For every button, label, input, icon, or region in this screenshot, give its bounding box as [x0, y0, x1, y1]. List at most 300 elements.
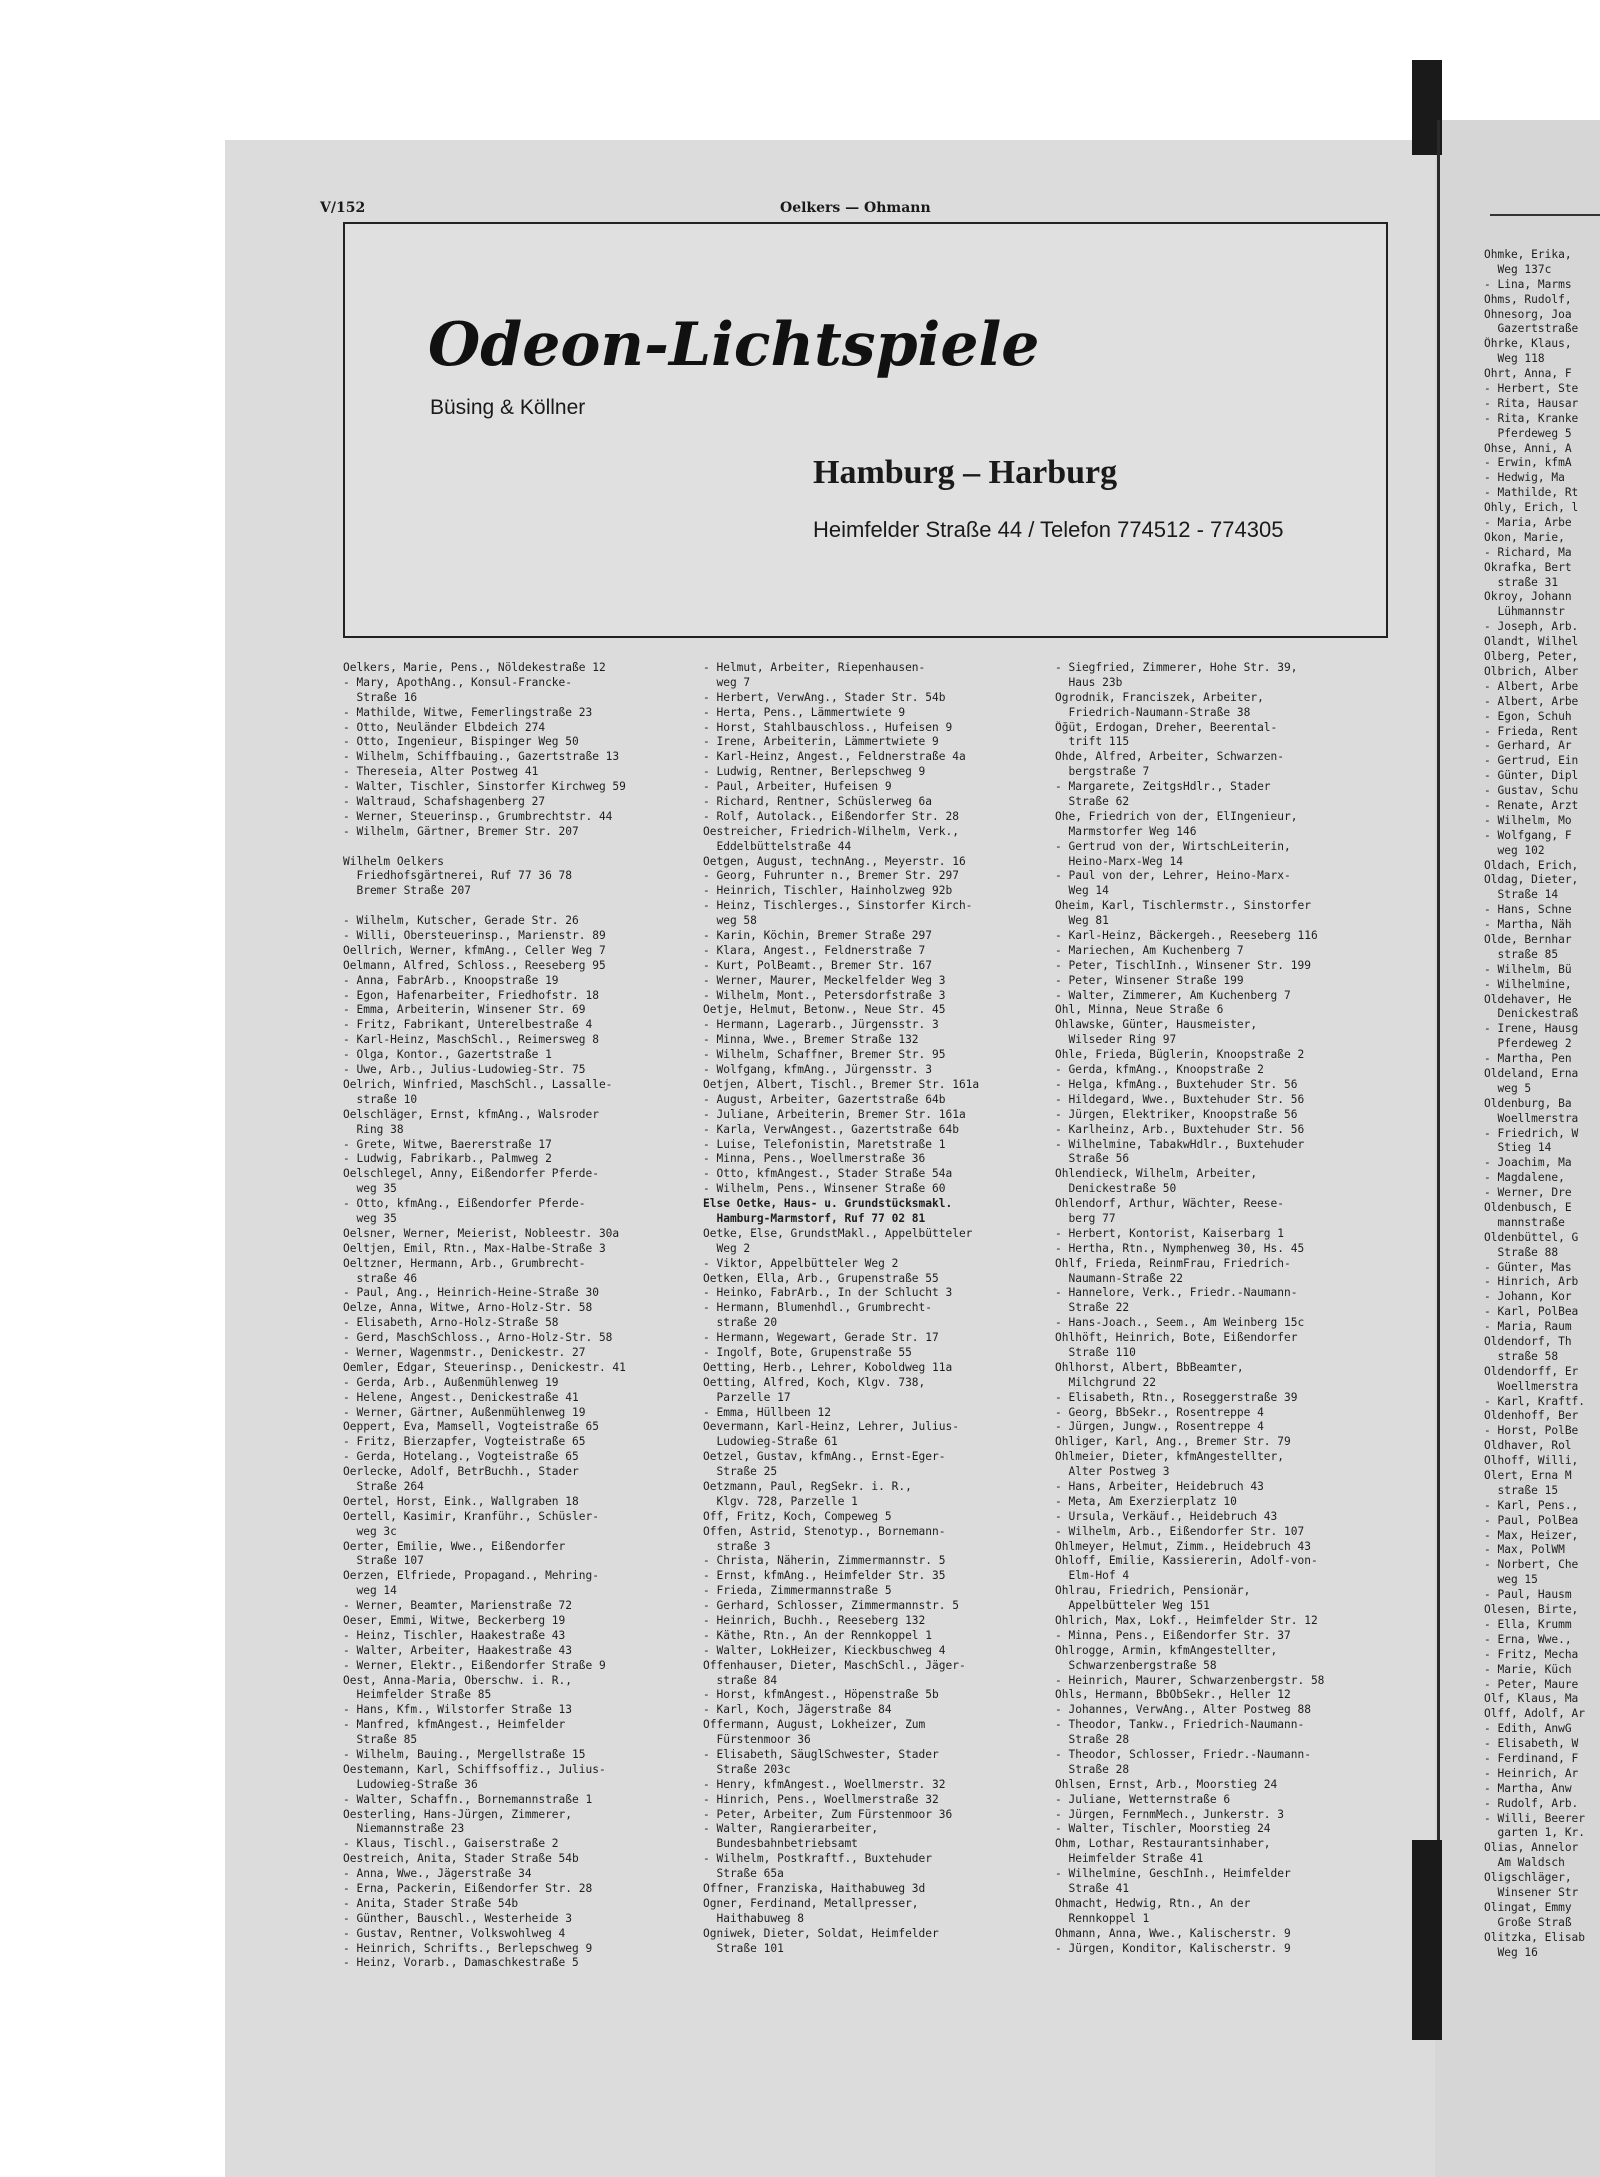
listing-line: - Gerda, kfmAng., Knoopstraße 2	[1055, 1063, 1264, 1077]
listing-line: - Fritz, Bierzapfer, Vogteistraße 65	[343, 1435, 586, 1449]
listing-line: bergstraße 7	[1055, 765, 1150, 779]
listing-line: Straße 14	[1484, 888, 1559, 902]
listing-line: Okroy, Johann	[1484, 590, 1572, 604]
listing-line: - Wilhelm, Schiffbauing., Gazertstraße 13	[343, 750, 620, 764]
listing-line: - Richard, Ma	[1484, 545, 1572, 559]
listing-line: - Paul, Ang., Heinrich-Heine-Straße 30	[343, 1286, 599, 1300]
listing-column-2	[703, 661, 1048, 1956]
listing-line: - Hans, Arbeiter, Heidebruch 43	[1055, 1479, 1264, 1493]
listing-line: - Karl, Koch, Jägerstraße 84	[703, 1703, 892, 1717]
listing-line: - Heinrich, Buchh., Reeseberg 132	[703, 1614, 926, 1627]
listing-line: - Mary, ApothAng., Konsul-Francke-	[343, 675, 573, 689]
listing-line: - Albert, Arbe	[1484, 694, 1579, 708]
listing-line: straße 46	[343, 1271, 418, 1285]
listing-line: - Gerhard, Ar	[1484, 739, 1572, 753]
listing-line: Oldhaver, Rol	[1484, 1439, 1572, 1453]
listing-line: Denickestraß	[1484, 1007, 1579, 1021]
listing-line: Ohe, Friedrich von der, ElIngenieur,	[1055, 809, 1298, 823]
listing-line: Ogniwek, Dieter, Soldat, Heimfelder	[703, 1926, 939, 1940]
listing-line: - Friedrich, W	[1484, 1126, 1579, 1140]
listing-line: - Horst, PolBe	[1484, 1424, 1579, 1438]
listing-line: Oldenhoff, Ber	[1484, 1409, 1579, 1423]
listing-line: - Werner, Dre	[1484, 1186, 1572, 1200]
listing-line: - Jürgen, FernmMech., Junkerstr. 3	[1055, 1807, 1285, 1821]
listing-line: Oelmann, Alfred, Schloss., Reeseberg 95	[343, 958, 606, 972]
listing-line: - Herbert, Kontorist, Kaiserbarg 1	[1055, 1226, 1285, 1240]
listing-line: - Hans, Kfm., Wilstorfer Straße 13	[343, 1703, 573, 1717]
listing-line: - Walter, Zimmerer, Am Kuchenberg 7	[1055, 988, 1291, 1002]
listing-line: Elm-Hof 4	[1055, 1569, 1130, 1583]
listing-line: Ohl, Minna, Neue Straße 6	[1055, 1003, 1224, 1017]
listing-line: Straße 16	[343, 690, 418, 704]
listing-line: Oligschläger,	[1484, 1871, 1572, 1885]
listing-line: - Margarete, ZeitgsHdlr., Stader	[1055, 780, 1271, 794]
listing-line: - Walter, Schaffn., Bornemannstraße 1	[343, 1792, 593, 1806]
listing-line: - Anita, Stader Straße 54b	[343, 1896, 519, 1910]
listing-line: - Wilhelmine,	[1484, 977, 1572, 991]
listing-line: Straße 56	[1055, 1152, 1130, 1166]
listing-line: - Willi, Obersteuerinsp., Marienstr. 89	[343, 929, 606, 943]
listing-line: - Gerhard, Schlosser, Zimmermannstr. 5	[703, 1599, 959, 1613]
listing-line: - Otto, Neuländer Elbdeich 274	[343, 720, 546, 734]
binding-shadow-bottom	[1412, 1840, 1442, 2040]
listing-line: Oelrich, Winfried, MaschSchl., Lassalle-	[343, 1077, 613, 1091]
listing-line: - Otto, kfmAngest., Stader Straße 54a	[703, 1167, 953, 1181]
listing-line: Olf, Klaus, Ma	[1484, 1692, 1579, 1706]
listing-line: - Ingolf, Bote, Grupenstraße 55	[703, 1345, 912, 1359]
listing-line: - Horst, kfmAngest., Höpenstraße 5b	[703, 1688, 939, 1702]
listing-line: Haus 23b	[1055, 675, 1123, 689]
listing-line: Oldeland, Erna	[1484, 1066, 1579, 1080]
listing-column-facing-page	[1484, 248, 1600, 1960]
listing-line: Oldach, Erich,	[1484, 858, 1579, 872]
listing-line: Lühmannstr	[1484, 605, 1565, 619]
listing-line: Klgv. 728, Parzelle 1	[703, 1494, 858, 1508]
listing-line: Heimfelder Straße 41	[1055, 1852, 1204, 1866]
listing-line: - Maria, Raum	[1484, 1320, 1572, 1334]
listing-line: Oetken, Ella, Arb., Grupenstraße 55	[703, 1271, 939, 1285]
listing-line: Oerter, Emilie, Wwe., Eißendorfer	[343, 1539, 566, 1553]
listing-line: Offen, Astrid, Stenotyp., Bornemann-	[703, 1524, 946, 1538]
listing-line: Milchgrund 22	[1055, 1375, 1157, 1389]
listing-line: - Luise, Telefonistin, Maretstraße 1	[703, 1137, 946, 1151]
listing-line: Ohloff, Emilie, Kassiererin, Adolf-von-	[1055, 1554, 1318, 1568]
listing-line: Olingat, Emmy	[1484, 1900, 1572, 1914]
listing-line: straße 3	[703, 1539, 771, 1553]
listing-line: Oetting, Alfred, Koch, Klgv. 738,	[703, 1375, 926, 1389]
listing-line: Off, Fritz, Koch, Compeweg 5	[703, 1509, 892, 1523]
listing-line: Olberg, Peter,	[1484, 650, 1579, 664]
listing-line: - Werner, Elektr., Eißendorfer Straße 9	[343, 1658, 606, 1672]
listing-line: - Werner, Gärtner, Außenmühlenweg 19	[343, 1405, 586, 1419]
listing-line: - Wolfgang, F	[1484, 828, 1572, 842]
listing-line: - Kurt, PolBeamt., Bremer Str. 167	[703, 958, 933, 972]
listing-line: Oemler, Edgar, Steuerinsp., Denickestr. 41	[343, 1360, 626, 1374]
listing-line: - Hedwig, Ma	[1484, 471, 1565, 485]
running-head: Oelkers — Ohmann	[780, 200, 931, 216]
listing-line: - Emma, Hüllbeen 12	[703, 1405, 831, 1419]
listing-line: - Grete, Witwe, Baererstraße 17	[343, 1137, 552, 1151]
listing-line: - Paul, Arbeiter, Hufeisen 9	[703, 780, 892, 794]
listing-line: - Minna, Pens., Eißendorfer Str. 37	[1055, 1628, 1291, 1642]
listing-line: - Irene, Hausg	[1484, 1022, 1579, 1036]
listing-line: Olde, Bernhar	[1484, 932, 1572, 946]
listing-line: Else Oetke, Haus- u. Grundstücksmakl.	[703, 1197, 953, 1211]
listing-line: - Ella, Krumm	[1484, 1617, 1572, 1631]
listing-line: - Norbert, Che	[1484, 1558, 1579, 1572]
listing-line: - Martha, Pen	[1484, 1052, 1572, 1066]
listing-line: Oertell, Kasimir, Kranführ., Schüsler-	[343, 1509, 599, 1523]
listing-line: Oetje, Helmut, Betonw., Neue Str. 45	[703, 1003, 946, 1017]
listing-line: Oldenburg, Ba	[1484, 1096, 1572, 1110]
listing-line: trift 115	[1055, 735, 1130, 749]
listing-line: Oestemann, Karl, Schiffsoffiz., Julius-	[343, 1762, 606, 1776]
listing-line: - Walter, Tischler, Sinstorfer Kirchweg 59	[343, 780, 626, 794]
listing-line: Oldag, Dieter,	[1484, 873, 1579, 887]
listing-line: Straße 264	[343, 1479, 424, 1493]
listing-line: Weg 16	[1484, 1945, 1538, 1959]
listing-line: - Ferdinand, F	[1484, 1751, 1579, 1765]
listing-line: Weg 81	[1055, 914, 1109, 928]
listing-line: Olandt, Wilhel	[1484, 635, 1579, 649]
listing-line: Straße 85	[343, 1733, 418, 1747]
listing-line: - Wilhelm, Kutscher, Gerade Str. 26	[343, 914, 579, 928]
ad-address: Heimfelder Straße 44 / Telefon 774512 - 774305	[813, 517, 1284, 542]
listing-line: - Wilhelm, Gärtner, Bremer Str. 207	[343, 824, 579, 838]
listing-line: Offenhauser, Dieter, MaschSchl., Jäger-	[703, 1658, 966, 1672]
listing-line: Haithabuweg 8	[703, 1911, 805, 1925]
listing-line: - Ernst, kfmAng., Heimfelder Str. 35	[703, 1569, 946, 1583]
listing-line: Ohmann, Anna, Wwe., Kalischerstr. 9	[1055, 1926, 1291, 1940]
listing-line: Straße 41	[1055, 1882, 1130, 1896]
listing-line: - Georg, Fuhrunter n., Bremer Str. 297	[703, 869, 959, 883]
listing-line: Oetzmann, Paul, RegSekr. i. R.,	[703, 1479, 912, 1493]
listing-line: - Joachim, Ma	[1484, 1156, 1572, 1170]
facing-header-rule	[1490, 214, 1600, 216]
listing-line: - Klaus, Tischl., Gaiserstraße 2	[343, 1837, 559, 1851]
listing-line: - Heinz, Tischler, Haakestraße 43	[343, 1628, 566, 1642]
listing-line: Olhoff, Willi,	[1484, 1454, 1579, 1468]
listing-line: Straße 107	[343, 1554, 424, 1568]
listing-line: - Anna, Wwe., Jägerstraße 34	[343, 1867, 532, 1881]
listing-line: - Elisabeth, Arno-Holz-Straße 58	[343, 1316, 559, 1330]
listing-line: - Werner, Maurer, Meckelfelder Weg 3	[703, 973, 946, 987]
listing-line: - Werner, Beamter, Marienstraße 72	[343, 1599, 573, 1613]
listing-line: - Hertha, Rtn., Nymphenweg 30, Hs. 45	[1055, 1241, 1305, 1255]
listing-line: Ohrt, Anna, F	[1484, 367, 1572, 381]
listing-line: Ohmke, Erika,	[1484, 248, 1572, 261]
listing-line: Oeltzner, Hermann, Arb., Grumbrecht-	[343, 1256, 586, 1270]
listing-line: Ohm, Lothar, Restaurantsinhaber,	[1055, 1837, 1271, 1851]
listing-line: - Rolf, Autolack., Eißendorfer Str. 28	[703, 809, 959, 823]
listing-line: Oldendorff, Er	[1484, 1364, 1579, 1378]
listing-line: - Gustav, Schu	[1484, 784, 1579, 798]
listing-line: - Jürgen, Konditor, Kalischerstr. 9	[1055, 1941, 1291, 1955]
listing-line: Oelschlegel, Anny, Eißendorfer Pferde-	[343, 1167, 599, 1181]
listing-line: Ohmacht, Hedwig, Rtn., An der	[1055, 1896, 1251, 1910]
listing-line: - Minna, Pens., Woellmerstraße 36	[703, 1152, 926, 1166]
listing-line: Oldendorf, Th	[1484, 1335, 1572, 1349]
listing-line: - Walter, Tischler, Moorstieg 24	[1055, 1822, 1271, 1836]
listing-line: - Heinko, FabrArb., In der Schlucht 3	[703, 1286, 953, 1300]
listing-line: - Erwin, kfmA	[1484, 456, 1572, 470]
listing-line: - Otto, kfmAng., Eißendorfer Pferde-	[343, 1197, 586, 1211]
listing-line: Straße 25	[703, 1465, 778, 1479]
listing-line: - Walter, Arbeiter, Haakestraße 43	[343, 1643, 573, 1657]
listing-line: - Wilhelm, Pens., Winsener Straße 60	[703, 1182, 946, 1196]
listing-line: - Walter, Rangierarbeiter,	[703, 1822, 879, 1836]
listing-line: Straße 88	[1484, 1245, 1559, 1259]
listing-line: Oetjen, Albert, Tischl., Bremer Str. 161a	[703, 1077, 980, 1091]
listing-line: berg 77	[1055, 1211, 1116, 1225]
listing-line: - Heinrich, Maurer, Schwarzenbergstr. 58	[1055, 1673, 1325, 1687]
listing-line: Eddelbüttelstraße 44	[703, 839, 852, 853]
listing-line: - Wilhelm, Mont., Petersdorfstraße 3	[703, 988, 946, 1002]
listing-line: Friedrich-Naumann-Straße 38	[1055, 705, 1251, 719]
listing-line: weg 58	[703, 914, 757, 928]
listing-line: Stieg 14	[1484, 1141, 1552, 1155]
listing-line: straße 58	[1484, 1349, 1559, 1363]
listing-line: Woellmerstra	[1484, 1379, 1579, 1393]
listing-line: - Hermann, Wegewart, Gerade Str. 17	[703, 1331, 939, 1345]
listing-line: - Heinrich, Tischler, Hainholzweg 92b	[703, 884, 953, 898]
listing-line: - Gerda, Arb., Außenmühlenweg 19	[343, 1375, 559, 1389]
listing-line: - Anna, FabrArb., Knoopstraße 19	[343, 973, 559, 987]
listing-line: - Peter, Winsener Straße 199	[1055, 973, 1244, 987]
listing-line: - Heinz, Vorarb., Damaschkestraße 5	[343, 1956, 579, 1970]
listing-line: - Hinrich, Arb	[1484, 1275, 1579, 1289]
listing-line: Heimfelder Straße 85	[343, 1688, 492, 1702]
listing-line: - Minna, Wwe., Bremer Straße 132	[703, 1033, 919, 1047]
listing-line: - August, Arbeiter, Gazertstraße 64b	[703, 1092, 946, 1106]
listing-line: Ohle, Frieda, Büglerin, Knoopstraße 2	[1055, 1048, 1305, 1062]
listing-line: - Wilhelm, Schaffner, Bremer Str. 95	[703, 1048, 946, 1062]
listing-line: - Viktor, Appelbütteler Weg 2	[703, 1256, 899, 1270]
listing-line: - Edith, AnwG	[1484, 1722, 1572, 1736]
listing-line: Appelbütteler Weg 151	[1055, 1599, 1210, 1613]
listing-line: - Maria, Arbe	[1484, 516, 1572, 530]
listing-line: - Horst, Stahlbauschloss., Hufeisen 9	[703, 720, 953, 734]
listing-line: - Frieda, Zimmermannstraße 5	[703, 1584, 892, 1598]
listing-line: - Helga, kfmAng., Buxtehuder Str. 56	[1055, 1077, 1298, 1091]
listing-line: - Hermann, Blumenhdl., Grumbrecht-	[703, 1301, 933, 1315]
listing-line: straße 10	[343, 1092, 418, 1106]
listing-line: Woellmerstra	[1484, 1111, 1579, 1125]
listing-line: Straße 28	[1055, 1762, 1130, 1776]
listing-line: Ring 38	[343, 1122, 404, 1136]
listing-line: Schwarzenbergstraße 58	[1055, 1658, 1217, 1672]
listing-line: - Max, PolWM	[1484, 1543, 1565, 1557]
listing-line: - Elisabeth, Rtn., Roseggerstraße 39	[1055, 1390, 1298, 1404]
listing-line: weg 5	[1484, 1081, 1532, 1095]
listing-line: Gazertstraße	[1484, 322, 1579, 336]
listing-line: - Günther, Bauschl., Westerheide 3	[343, 1911, 573, 1925]
listing-line: Denickestraße 50	[1055, 1182, 1177, 1196]
listing-line: - Günter, Dipl	[1484, 769, 1579, 783]
listing-line: straße 85	[1484, 947, 1559, 961]
listing-line: Oetting, Herb., Lehrer, Koboldweg 11a	[703, 1360, 953, 1374]
listing-line: Ohlmeyer, Helmut, Zimm., Heidebruch 43	[1055, 1539, 1311, 1553]
listing-line: Oelkers, Marie, Pens., Nöldekestraße 12	[343, 661, 606, 674]
listing-line: - Georg, BbSekr., Rosentreppe 4	[1055, 1405, 1264, 1419]
listing-line: - Christa, Näherin, Zimmermannstr. 5	[703, 1554, 946, 1568]
listing-line: - Herta, Pens., Lämmertwiete 9	[703, 705, 906, 719]
listing-line: - Elisabeth, W	[1484, 1737, 1579, 1751]
listing-line: Ohlsen, Ernst, Arb., Moorstieg 24	[1055, 1777, 1278, 1791]
binding-gutter	[1437, 120, 1440, 1850]
listing-line: - Karl-Heinz, Bäckergeh., Reeseberg 116	[1055, 929, 1318, 943]
listing-line: - Theodor, Schlosser, Friedr.-Naumann-	[1055, 1748, 1311, 1762]
listing-line: Heino-Marx-Weg 14	[1055, 854, 1183, 868]
listing-line: - Emma, Arbeiterin, Winsener Str. 69	[343, 1003, 586, 1017]
listing-line: Straße 62	[1055, 795, 1130, 809]
listing-line: - Wolfgang, kfmAng., Jürgensstr. 3	[703, 1063, 933, 1077]
listing-line: Große Straß	[1484, 1915, 1572, 1929]
listing-line	[343, 840, 688, 855]
listing-line: - Hans, Schne	[1484, 903, 1572, 917]
listing-line: Oetke, Else, GrundstMakl., Appelbütteler	[703, 1226, 973, 1240]
listing-line: - Erna, Packerin, Eißendorfer Str. 28	[343, 1882, 593, 1896]
listing-line: - Olga, Kontor., Gazertstraße 1	[343, 1048, 552, 1062]
listing-line: Oheim, Karl, Tischlermstr., Sinstorfer	[1055, 899, 1311, 913]
listing-line: Fürstenmoor 36	[703, 1733, 811, 1747]
listing-line: Naumann-Straße 22	[1055, 1271, 1183, 1285]
listing-line: Ohse, Anni, A	[1484, 441, 1572, 455]
listing-line: - Henry, kfmAngest., Woellmerstr. 32	[703, 1777, 946, 1791]
listing-line: Ohlrich, Max, Lokf., Heimfelder Str. 12	[1055, 1614, 1318, 1627]
listing-line: - Peter, Arbeiter, Zum Fürstenmoor 36	[703, 1807, 953, 1821]
listing-line: weg 3c	[343, 1524, 397, 1538]
listing-line: Niemannstraße 23	[343, 1822, 465, 1836]
listing-line: - Klara, Angest., Feldnerstraße 7	[703, 943, 926, 957]
listing-line: Oerzen, Elfriede, Propagand., Mehring-	[343, 1569, 599, 1583]
page-number: V/152	[320, 200, 366, 216]
listing-line: Ohlawske, Günter, Hausmeister,	[1055, 1018, 1258, 1032]
listing-line: - Johann, Kor	[1484, 1290, 1572, 1304]
listing-line: - Siegfried, Zimmerer, Hohe Str. 39,	[1055, 661, 1298, 674]
listing-line: - Lina, Marms	[1484, 277, 1572, 291]
listing-line: Oesterling, Hans-Jürgen, Zimmerer,	[343, 1807, 573, 1821]
listing-line: - Karl-Heinz, MaschSchl., Reimersweg 8	[343, 1033, 599, 1047]
listing-line: - Hans-Joach., Seem., Am Weinberg 15c	[1055, 1316, 1305, 1330]
listing-line: - Karl, PolBea	[1484, 1305, 1579, 1319]
listing-line: Weg 118	[1484, 352, 1545, 366]
listing-line: Wilhelm Oelkers	[343, 854, 445, 868]
listing-line: Oellrich, Werner, kfmAng., Celler Weg 7	[343, 943, 606, 957]
listing-line: - Hermann, Lagerarb., Jürgensstr. 3	[703, 1018, 939, 1032]
listing-line: - Egon, Schuh	[1484, 709, 1572, 723]
ad-owners: Büsing & Köllner	[430, 396, 586, 419]
listing-line: Straße 65a	[703, 1867, 784, 1881]
listing-line: Oertel, Horst, Eink., Wallgraben 18	[343, 1494, 579, 1508]
listing-line: - Karin, Köchin, Bremer Straße 297	[703, 929, 933, 943]
listing-line: mannstraße	[1484, 1215, 1565, 1229]
listing-line: Ohde, Alfred, Arbeiter, Schwarzen-	[1055, 750, 1285, 764]
listing-line: - Wilhelmine, GeschInh., Heimfelder	[1055, 1867, 1291, 1881]
listing-line: - Heinz, Tischlerges., Sinstorfer Kirch-	[703, 899, 973, 913]
listing-line: straße 31	[1484, 575, 1559, 589]
listing-line: - Albert, Arbe	[1484, 679, 1579, 693]
listing-line: Bremer Straße 207	[343, 884, 471, 898]
listing-line: - Martha, Näh	[1484, 918, 1572, 932]
listing-line: - Karla, VerwAngest., Gazertstraße 64b	[703, 1122, 959, 1136]
listing-line: - Willi, Beerer	[1484, 1811, 1586, 1825]
listing-line: - Renate, Arzt	[1484, 798, 1579, 812]
listing-line: weg 102	[1484, 843, 1545, 857]
listing-line: Ogrodnik, Franciszek, Arbeiter,	[1055, 690, 1264, 704]
listing-line: - Günter, Mas	[1484, 1260, 1572, 1274]
listing-line: - Fritz, Fabrikant, Unterelbestraße 4	[343, 1018, 593, 1032]
listing-line: - Irene, Arbeiterin, Lämmertwiete 9	[703, 735, 939, 749]
listing-line: - Erna, Wwe.,	[1484, 1632, 1572, 1646]
listing-line: - Ludwig, Rentner, Berlepschweg 9	[703, 765, 926, 779]
listing-line: - Marie, Küch	[1484, 1662, 1572, 1676]
listing-line: Straße 22	[1055, 1301, 1130, 1315]
listing-line: weg 35	[343, 1211, 397, 1225]
listing-line: Oldenbusch, E	[1484, 1201, 1572, 1214]
listing-line: Oeser, Emmi, Witwe, Beckerberg 19	[343, 1614, 566, 1627]
listing-line: Oelschläger, Ernst, kfmAng., Walsroder	[343, 1107, 599, 1121]
listing-line: - Rita, Kranke	[1484, 411, 1579, 425]
listing-line: - Mariechen, Am Kuchenberg 7	[1055, 943, 1244, 957]
listing-line: - Uwe, Arb., Julius-Ludowieg-Str. 75	[343, 1063, 586, 1077]
listing-line: - Max, Heizer,	[1484, 1528, 1579, 1542]
listing-line: weg 15	[1484, 1573, 1538, 1587]
listing-line: Okrafka, Bert	[1484, 560, 1572, 574]
listing-line: Oevermann, Karl-Heinz, Lehrer, Julius-	[703, 1420, 959, 1434]
listing-line: Ohlendieck, Wilhelm, Arbeiter,	[1055, 1167, 1258, 1181]
listing-line: Pferdeweg 5	[1484, 426, 1572, 440]
listing-line: Oldenbüttel, G	[1484, 1230, 1579, 1244]
listing-line: - Gertrud, Ein	[1484, 754, 1579, 768]
listing-line: Ohms, Rudolf,	[1484, 292, 1572, 306]
listing-line: - Wilhelmine, TabakwHdlr., Buxtehuder	[1055, 1137, 1305, 1151]
advertisement-box	[343, 222, 1388, 638]
listing-line: - Karl, Pens.,	[1484, 1498, 1579, 1512]
listing-line: - Gertrud von der, WirtschLeiterin,	[1055, 839, 1291, 853]
listing-line: Oetgen, August, technAng., Meyerstr. 16	[703, 854, 966, 868]
listing-line: - Herbert, Ste	[1484, 382, 1579, 396]
listing-line: Öhrke, Klaus,	[1484, 337, 1572, 351]
listing-line: - Wilhelm, Postkraftf., Buxtehuder	[703, 1852, 933, 1866]
listing-line: - Käthe, Rtn., An der Rennkoppel 1	[703, 1628, 933, 1642]
listing-line: Friedhofsgärtnerei, Ruf 77 36 78	[343, 869, 573, 883]
listing-line: - Waltraud, Schafshagenberg 27	[343, 795, 546, 809]
listing-line: - Wilhelm, Mo	[1484, 813, 1572, 827]
listing-line: Ohlf, Frieda, ReinmFrau, Friedrich-	[1055, 1256, 1291, 1270]
listing-line: - Juliane, Wetternstraße 6	[1055, 1792, 1231, 1806]
listing-line: Am Waldsch	[1484, 1856, 1565, 1870]
listing-line: - Walter, LokHeizer, Kieckbuschweg 4	[703, 1643, 946, 1657]
listing-line: Straße 110	[1055, 1345, 1136, 1359]
listing-line: - Karlheinz, Arb., Buxtehuder Str. 56	[1055, 1122, 1305, 1136]
listing-line: - Mathilde, Rt	[1484, 486, 1579, 500]
listing-line: Ludowieg-Straße 36	[343, 1777, 478, 1791]
listing-line: - Heinrich, Ar	[1484, 1766, 1579, 1780]
listing-line: Weg 137c	[1484, 262, 1552, 276]
listing-line: Offermann, August, Lokheizer, Zum	[703, 1718, 926, 1732]
listing-line: - Werner, Steuerinsp., Grumbrechtstr. 44	[343, 809, 613, 823]
listing-line: Ohls, Hermann, BbObSekr., Heller 12	[1055, 1688, 1291, 1702]
listing-line: Hamburg-Marmstorf, Ruf 77 02 81	[703, 1211, 926, 1225]
listing-column-1	[343, 661, 688, 1971]
listing-line: Olitzka, Elisab	[1484, 1930, 1586, 1944]
listing-line: Ohlhöft, Heinrich, Bote, Eißendorfer	[1055, 1331, 1298, 1345]
listing-line	[343, 899, 688, 914]
listing-line: - Gustav, Rentner, Volkswohlweg 4	[343, 1926, 566, 1940]
listing-line: weg 14	[343, 1584, 397, 1598]
listing-line: straße 15	[1484, 1483, 1559, 1497]
